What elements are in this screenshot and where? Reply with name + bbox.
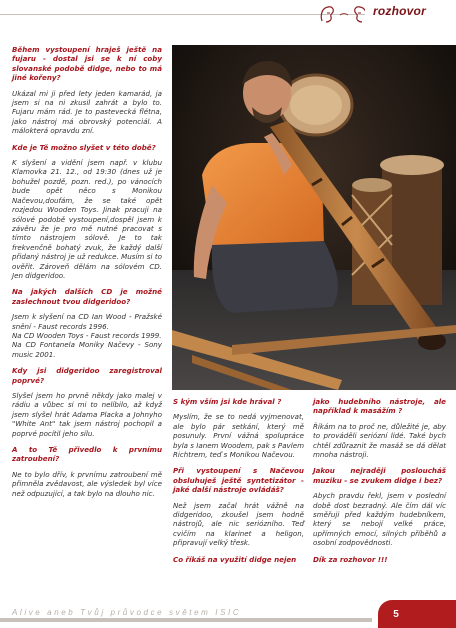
answer: K slyšení a vidění jsem např. v klubu Klamovka 21. 12., od 19:30 (dnes už je bohužel pozdě, pozn. red.), po vánocích bude opět něco s Monikou Načevou,doufám, že se také opět rozjedou Wooden Toys. Jinak pracuji na sólové podobě vystoupení,dospěl jsem k závěru že je pro mě nutné pracovat s tímto nástrojem sólově. Je to tak frekvenčně bohatý zvuk, že každý další přidaný nástroj je už redukce. Musím si to ověřit. Zároveň dělám na sólovém CD. Jen didgeridoo. — [12, 158, 162, 280]
left-column — [12, 45, 162, 505]
question: Kdy jsi didgeridoo zaregistroval poprvé? — [12, 366, 162, 385]
answer: Jsem k slyšení na CD Ian Wood - Pražské snění - Faust records 1996. Na CD Wooden Toys - Faust records 1999. Na CD Fontanela Moniky Načevy - Sony music 2001. — [12, 312, 162, 359]
answer: Říkám na to proč ne, důležité je, aby to prováděli seriózní lidé. Také bych chtěl zdůraznit že masáž se dá dělat mnoha nástroji. — [313, 421, 446, 460]
question: Co říkáš na využití didge nejen — [173, 554, 297, 564]
answer: Myslím, že se to nedá vyjmenovat, ale bylo pár setkání, který mě posunuly. První vážná spolupráce byla s Ianem Woodem, pak s Pavlem Richtrem, teď s Monikou Načevou. — [173, 412, 304, 460]
section-title: rozhovor — [373, 4, 426, 18]
footer-tagline: Alive aneb Tvůj průvodce světem ISIC — [12, 608, 242, 617]
question: S kým vším jsi kde hrával ? — [173, 397, 282, 406]
question: Na jakých dalších CD je možné zaslechnout tvou didgeridoo? — [12, 287, 162, 306]
answer: Ne to bylo dřív, k prvnímu zatroubení mě přimněla zvědavost, ale výsledek byl více než odpuzující, a tak bylo na dlouho nic. — [12, 469, 162, 498]
answer: Ukázal mi ji před lety jeden kamarád, ja jsem si na ni zkusil zahrát a bylo to. Fujaru mám rád. Je to pastevecká flétna, jako nástroj má obrovský potenciál. A málokterá opravdu zní. — [12, 88, 162, 136]
faces-logo-icon — [318, 3, 370, 25]
right-column — [313, 397, 446, 570]
question: Při vystoupení s Načevou obsluhuješ ještě syntetizátor - jaké další nástroje ovládáš? — [173, 466, 304, 495]
middle-column — [173, 397, 304, 570]
footer-rule — [0, 618, 372, 622]
question: Dík za rozhovor !!! — [313, 554, 388, 564]
didgeridoo-player-photo — [172, 45, 456, 390]
question: jako hudebního nástroje, ale například k masážím ? — [313, 397, 446, 416]
question: A to Tě přivedlo k prvnímu zatroubení? — [12, 445, 162, 464]
page-number: 5 — [383, 605, 409, 625]
answer: Než jsem začal hrát vážně na didgeridoo, zkoušel jsem hodně nástrojů, ale nic seriózního. Teď cvičím na klarinet a heligon, připravují velký třesk. — [173, 500, 304, 548]
question: Během vystoupení hraješ ještě na fujaru - dostal jsi se k ní coby slovanské podobě didge, nebo to má jiné kořeny? — [12, 45, 162, 83]
question: Jakou nejraději posloucháš muziku - se zvukem didge i bez? — [313, 466, 446, 485]
question: Kde je Tě možno slyšet v této době? — [12, 142, 156, 152]
answer: Slyšel jsem ho prvně někdy jako malej v rádiu a vůbec si mi to nelíbilo, až když jsem slyšel hrát Adama Placka a Johnyho "White Ant" tak jsem nástroj pochopil a poprvé pocítil jeho sílu. — [12, 391, 162, 438]
answer: Abych pravdu řekl, jsem v poslední době dost bezradný. Ale čím dál víc směřuji před každým hudebníkem, který se nebojí velké práce, upřímných emocí, silných příběhů a osobní zodpovědnosti. — [313, 491, 446, 548]
